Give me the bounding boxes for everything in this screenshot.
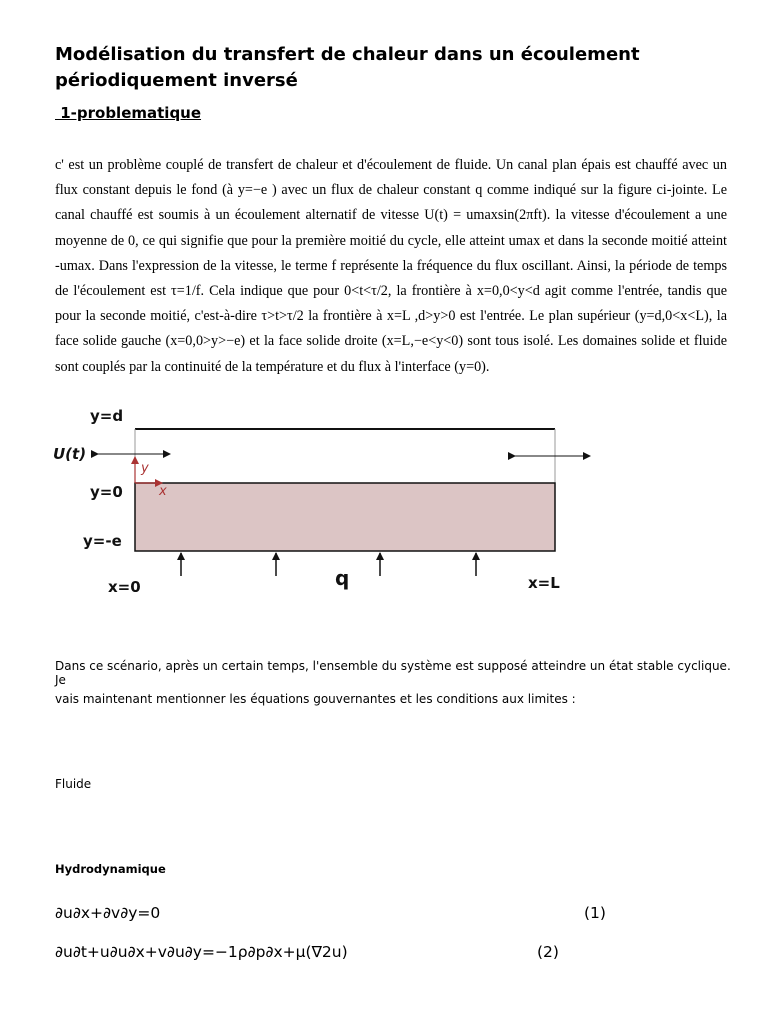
label-y-neg-e: y=-e xyxy=(83,532,122,550)
label-u-t: U(t) xyxy=(53,445,87,463)
label-x-0: x=0 xyxy=(108,578,141,596)
equation-continuity: ∂u∂x+∂v∂y=0 xyxy=(55,904,161,922)
label-y-0: y=0 xyxy=(90,483,123,501)
channel-figure xyxy=(40,400,610,610)
label-q: q xyxy=(335,566,350,590)
label-y-d: y=d xyxy=(90,407,124,425)
scenario-text-line2: vais maintenant mentionner les équations gouvernantes et les conditions aux limites : xyxy=(55,692,576,706)
page-title: Modélisation du transfert de chaleur dans un écoulement périodiquement inversé xyxy=(55,44,640,91)
channel-diagram xyxy=(40,400,610,610)
fluid-label: Fluide xyxy=(55,777,92,791)
solid-wall xyxy=(135,483,555,551)
scenario-text-line1: Dans ce scénario, après un certain temps, l'ensemble du système est supposé atteindre un état stable cyclique. Je xyxy=(55,659,731,687)
equation-number-1: (1) xyxy=(584,904,606,922)
equation-number-2: (2) xyxy=(537,943,559,961)
label-x-l: x=L xyxy=(528,574,560,592)
equation-momentum: ∂u∂t+u∂u∂x+v∂u∂y=−1ρ∂p∂x+μ(∇2u) xyxy=(55,943,348,961)
axis-y-label: y xyxy=(141,461,149,476)
axis-x-label: x xyxy=(159,484,167,499)
hydrodynamics-heading: Hydrodynamique xyxy=(55,862,166,876)
section-heading: 1-problematique xyxy=(55,104,202,122)
problem-paragraph: c' est un problème couplé de transfert de chaleur et d'écoulement de fluide. Un canal plan épais est chauffé avec un flux constant depuis le fond (à y=−e ) avec un flux de chaleur constant q comme indiqué sur la figure ci-jointe. Le canal chauffé est soumis à un écoulement alternatif de vitesse U(t) = umaxsin(2πft). la vitesse d'écoulement a une moyenne de 0, ce qui signifie que pour la première moitié du cycle, elle atteint umax et dans la seconde moitié atteint -umax. Dans l'expression de la vitesse, le terme f représente la fréquence du flux oscillant. Ainsi, la période de temps de l'écoulement est τ=1/f. Cela indique que pour 0<t<τ/2, la frontière à x=0,0<y<d agit comme l'entrée, tandis que pour la seconde moitié, c'est-à-dire τ>t>τ/2 la frontière à x=L ,d>y>0 est l'entrée. Le plan supérieur (y=d,0<x<L), la face solide gauche (x=0,0>y>−e) et la face solide droite (x=L,−e<y<0) sont tous isolé. Les domaines solide et fluide sont couplés par la continuité de la température et du flux à l'interface (y=0). xyxy=(55,157,727,375)
